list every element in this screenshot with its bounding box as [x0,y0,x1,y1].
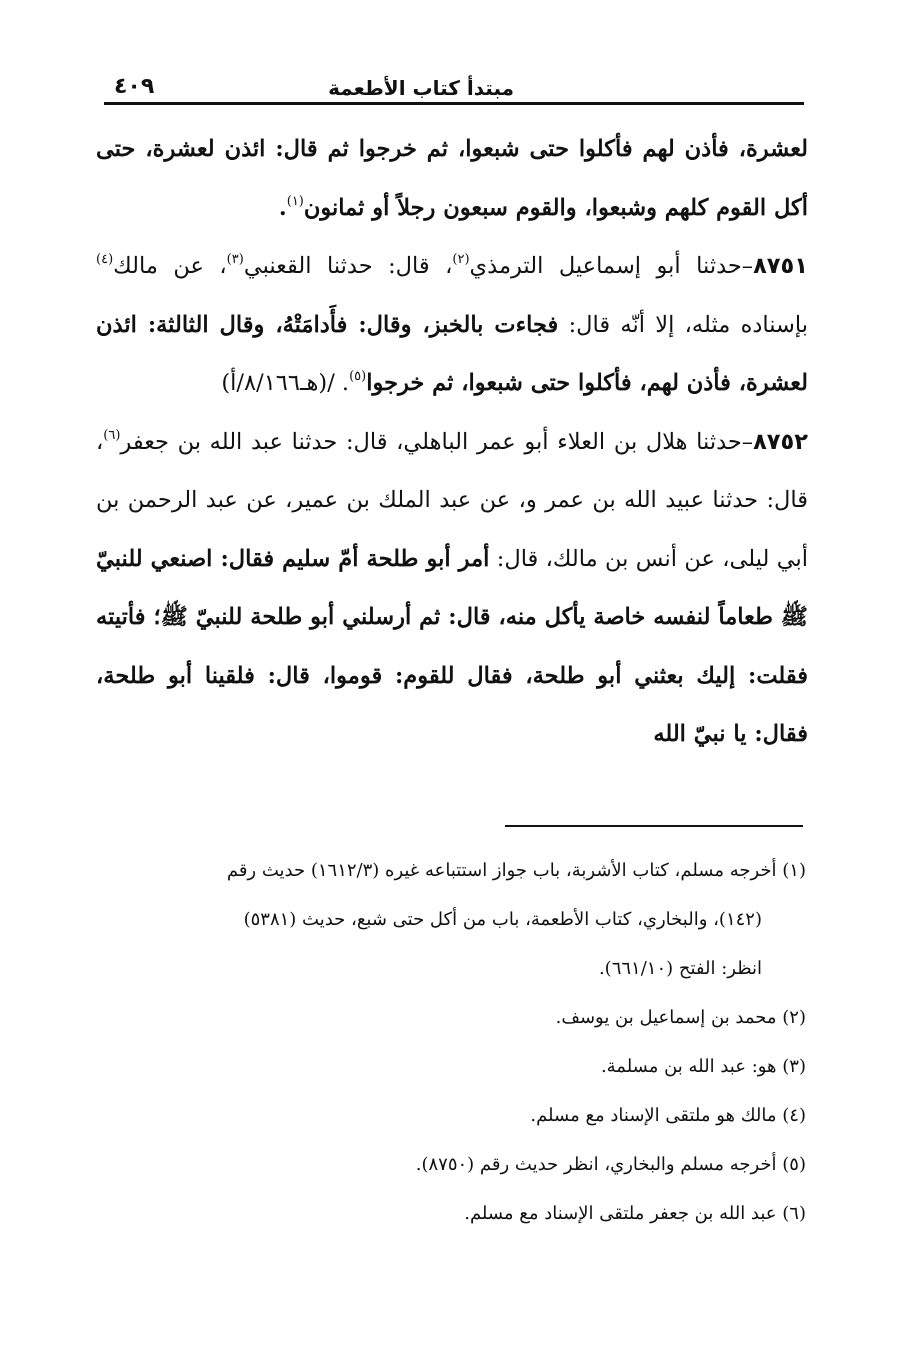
footnote-5: (٥) أخرجه مسلم والبخاري، انظر حديث رقم (٨٧٥٠). [415,1154,806,1175]
footnote-ref: (٤) [96,252,114,267]
page-number: ٤٠٩ [114,74,155,99]
text: . /(هـ٨/١٦٦/أ) [221,370,350,396]
footnote-1-continued: (١٤٢)، والبخاري، كتاب الأطعمة، باب من أكل حتى شبع، حديث (٥٣٨١) [243,909,762,930]
footnote-1-continued: انظر: الفتح (٦٦١/١٠). [598,958,762,979]
running-header [104,70,804,106]
hadith-8751 [96,237,808,413]
footnote-3: (٣) هو: عبد الله بن مسلمة. [600,1056,806,1077]
footnote-ref: (٦) [103,427,121,443]
text: بإسناده مثله، إلا أنّه قال: [558,311,808,338]
hadith-number: ٨٧٥١ [753,253,808,279]
footnote-ref: (٢) [452,252,470,267]
bold-text: لعشرة، فأذن لهم فأكلوا حتى شبعوا، ثم خرجوا ثم قال: ائذن لعشرة، حتى أكل القوم كلهم وشبعوا، والقوم سبعون رجلاً أو ثمانون [96,136,808,221]
footnote-ref: (٥) [349,369,367,384]
footnote-2: (٢) محمد بن إسماعيل بن يوسف. [555,1007,806,1028]
text: ، عن مالك [113,253,227,279]
header-rule [104,102,804,105]
text: . [278,194,287,221]
footnote-ref: (٣) [226,252,244,267]
footnotes [96,846,806,1238]
bold-text: أمر أبو طلحة أمّ سليم فقال: اصنعي للنبيّ ﷺ طعاماً لنفسه خاصة يأكل منه، قال: ثم أرسلني أبو طلحة للنبيّ ﷺ؛ فأتيته فقلت: إليك بعثني أبو طلحة، فقال للقوم: قوموا، قال: فلقينا أبو طلحة، فقال: يا نبيّ الله [96,545,808,747]
text: –حدثنا أبو إسماعيل الترمذي [469,253,754,279]
text: ، قال: حدثنا القعنبي [243,253,453,279]
chapter-title: مبتدأ كتاب الأطعمة [328,76,514,100]
text: ، قال: حدثنا عبيد الله بن عمر و، عن عبد الملك بن عمير، عن عبد الرحمن بن أبي ليلى، عن أنس بن مالك، قال: [96,428,808,572]
footnote-4: (٤) مالك هو ملتقى الإسناد مع مسلم. [530,1105,806,1126]
footnote-1: (١) أخرجه مسلم، كتاب الأشربة، باب جواز استتباعه غيره (١٦١٢/٣) حديث رقم [226,860,806,881]
footnote-ref: (١) [286,193,304,209]
footnote-6: (٦) عبد الله بن جعفر ملتقى الإسناد مع مسلم. [464,1203,806,1224]
bold-text: فجاءت بالخبز، وقال: فأَدامَتْهُ، وقال الثالثة: ائذن لعشرة، فأذن لهم، فأكلوا حتى شبعوا، ثم خرجوا [96,311,808,396]
paragraph-continuation [96,120,808,237]
hadith-8752 [96,413,808,764]
hadith-number: ٨٧٥٢ [753,428,808,455]
text: –حدثنا هلال بن العلاء أبو عمر الباهلي، قال: حدثنا عبد الله بن جعفر [120,428,754,455]
footnote-separator [505,825,803,827]
main-text [96,120,808,764]
